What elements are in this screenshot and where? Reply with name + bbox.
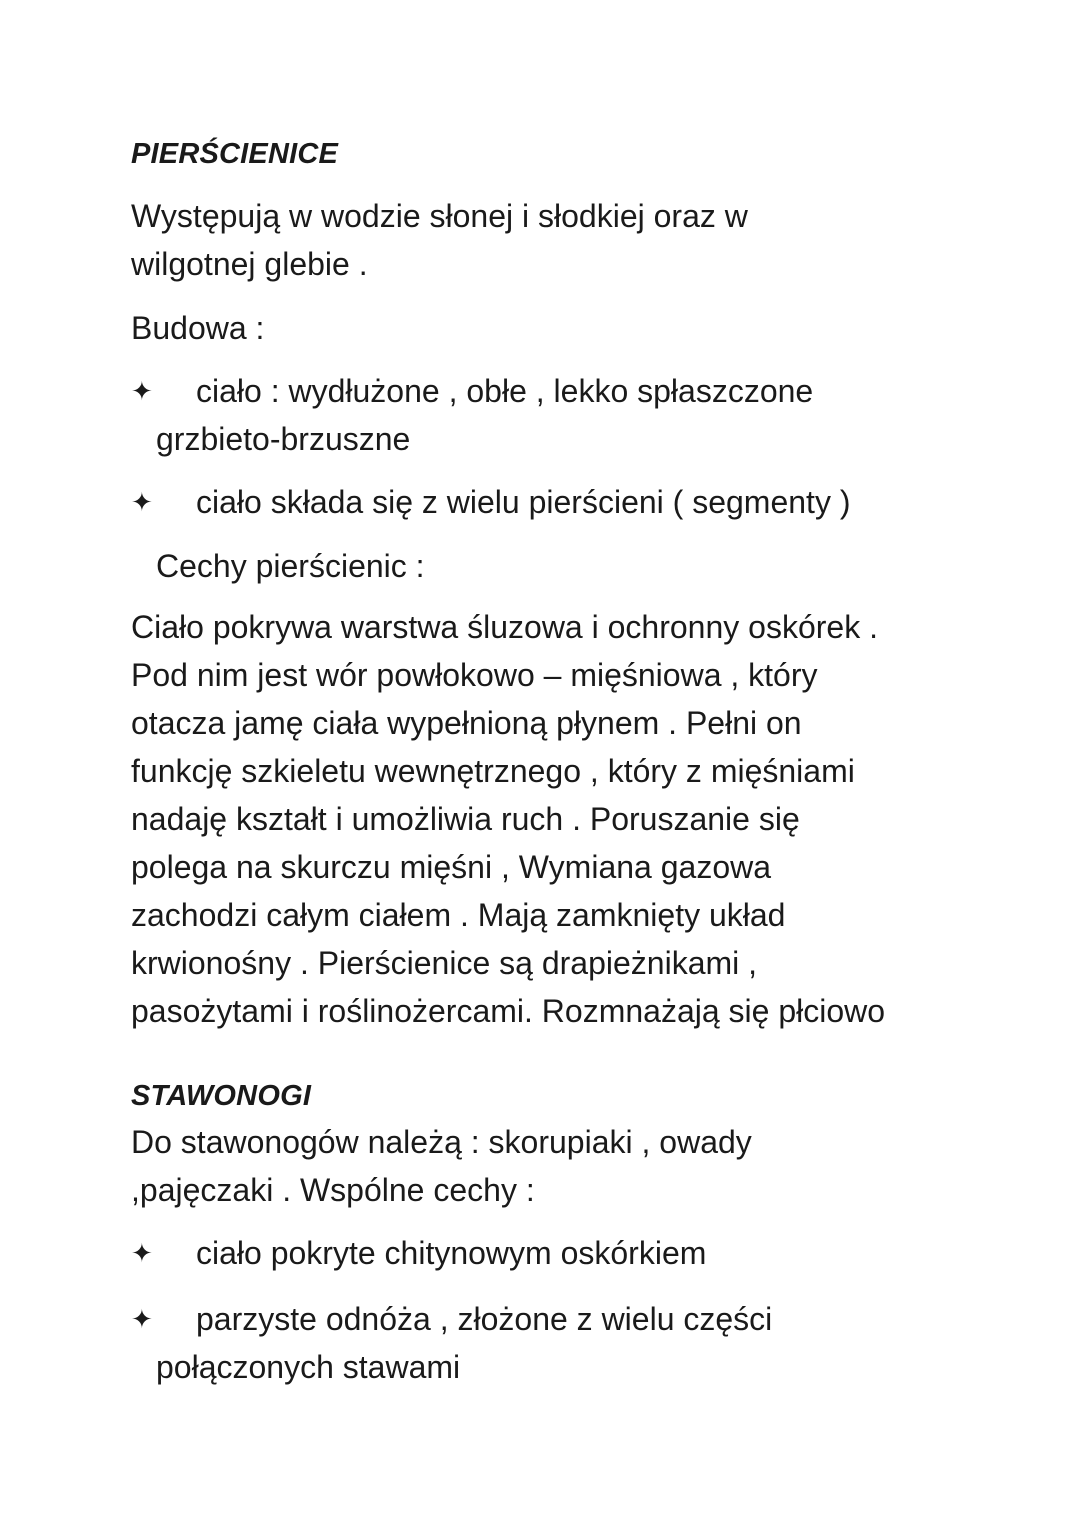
bullet-item — [131, 367, 961, 463]
star-bullet-icon: ✦ — [131, 376, 153, 406]
section-heading-pierscienice: PIERŚCIENICE — [131, 138, 339, 170]
intro-paragraph-stawonogi — [131, 1118, 961, 1214]
bullet-item — [131, 1295, 961, 1391]
cechy-label: Cechy pierścienic : — [156, 548, 425, 584]
bullet-item — [131, 478, 961, 526]
bullet-text: ciało pokryte chitynowym oskórkiem — [196, 1235, 707, 1271]
text-line: Do stawonogów należą : skorupiaki , owady — [131, 1124, 752, 1160]
text-line: funkcję szkieletu wewnętrznego , który z mięśniami — [131, 753, 855, 789]
body-paragraph-pierscienice — [131, 603, 961, 1035]
bullet-text: ciało składa się z wielu pierścieni ( segmenty ) — [196, 484, 851, 520]
text-line: pasożytami i roślinożercami. Rozmnażają się płciowo — [131, 993, 886, 1029]
bullet-text-continuation: połączonych stawami — [156, 1349, 461, 1385]
text-line: otacza jamę ciała wypełnioną płynem . Pełni on — [131, 705, 802, 741]
text-line: wilgotnej glebie . — [131, 246, 368, 282]
text-line: polega na skurczu mięśni , Wymiana gazowa — [131, 849, 772, 885]
text-line: Występują w wodzie słonej i słodkiej oraz w — [131, 198, 748, 234]
text-line: Pod nim jest wór powłokowo – mięśniowa , który — [131, 657, 818, 693]
star-bullet-icon: ✦ — [131, 1238, 153, 1268]
bullet-item — [131, 1229, 961, 1277]
text-line: krwionośny . Pierścienice są drapieżnikami , — [131, 945, 758, 981]
bullet-text: parzyste odnóża , złożone z wielu części — [196, 1301, 773, 1337]
text-line: ,pajęczaki . Wspólne cechy : — [131, 1172, 535, 1208]
star-bullet-icon: ✦ — [131, 487, 153, 517]
budowa-label: Budowa : — [131, 310, 265, 346]
text-line: Ciało pokrywa warstwa śluzowa i ochronny oskórek . — [131, 609, 878, 645]
star-bullet-icon: ✦ — [131, 1304, 153, 1334]
intro-paragraph-pierscienice — [131, 192, 961, 288]
text-line: nadaję kształt i umożliwia ruch . Poruszanie się — [131, 801, 800, 837]
bullet-text: ciało : wydłużone , obłe , lekko spłaszczone — [196, 373, 814, 409]
text-line: zachodzi całym ciałem . Mają zamknięty układ — [131, 897, 786, 933]
bullet-text-continuation: grzbieto-brzuszne — [156, 421, 411, 457]
section-heading-stawonogi: STAWONOGI — [131, 1080, 312, 1112]
